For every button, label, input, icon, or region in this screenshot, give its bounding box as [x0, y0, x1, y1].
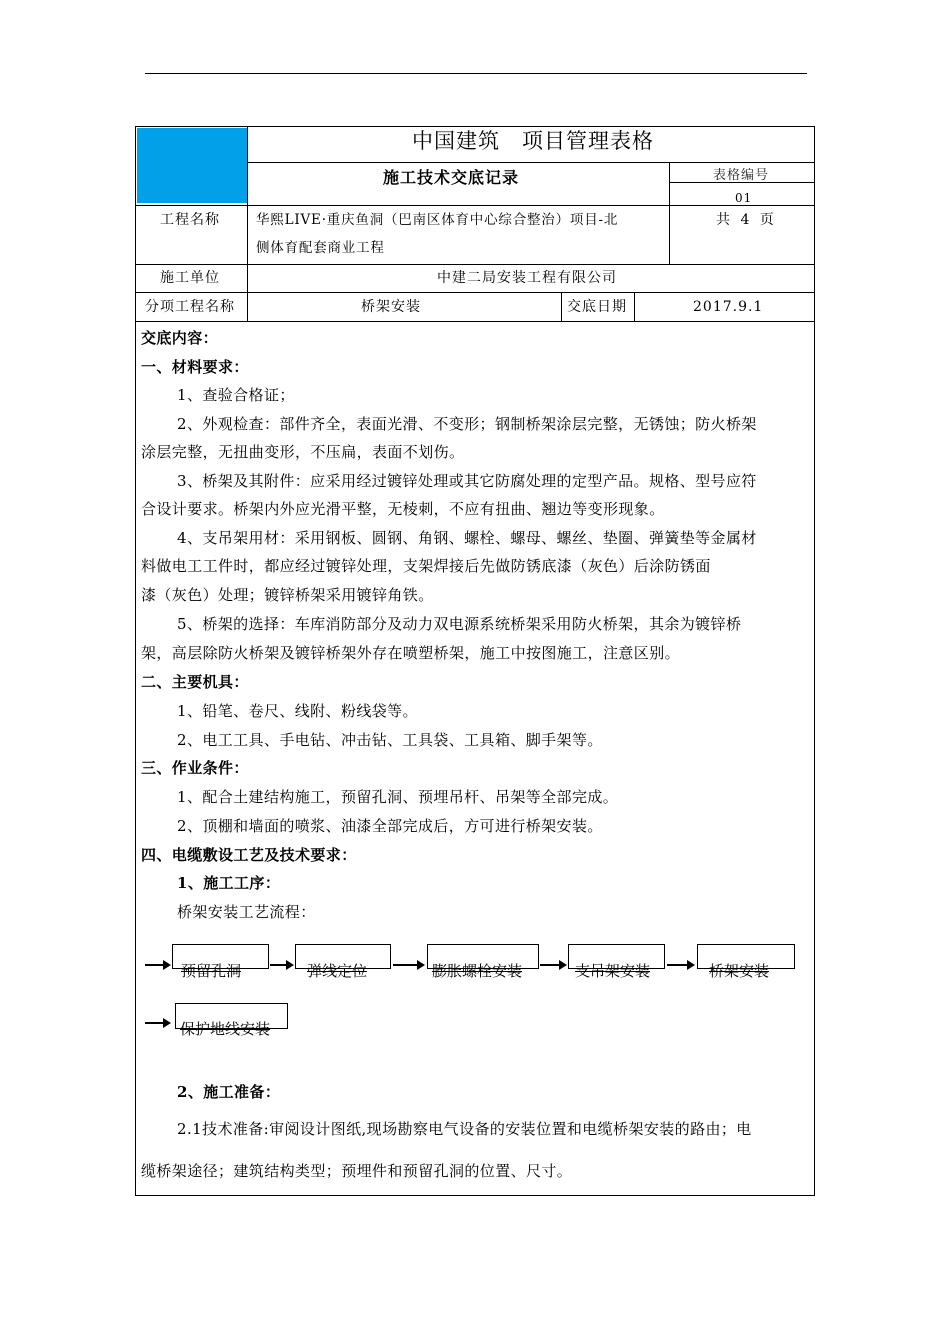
- s1-item-3-line1: 3、桥架及其附件：应采用经过镀锌处理或其它防腐处理的定型产品。规格、型号应符: [177, 472, 757, 490]
- grid-line: [634, 292, 635, 321]
- s2-item-2: 2、电工工具、手电钻、冲击钻、工具袋、工具箱、脚手架等。: [177, 731, 603, 749]
- flow-arrow: [393, 964, 423, 966]
- flow-step-4: 支吊架安装: [575, 962, 651, 980]
- section-2-title: 二、主要机具：: [141, 673, 249, 691]
- project-name-label: 工程名称: [160, 212, 220, 228]
- grid-line: [136, 321, 814, 322]
- s1-item-5-line2: 架，高层除防火桥架及镀锌桥架外存在喷塑桥架，施工中按图施工，注意区别。: [141, 644, 681, 662]
- flow-arrow: [540, 964, 565, 966]
- s1-item-4-line1: 4、支吊架用材：采用钢板、圆钢、角钢、螺栓、螺母、螺丝、垫圈、弹簧垫等金属材: [177, 529, 757, 547]
- grid-line: [561, 292, 562, 321]
- flow-arrow: [667, 964, 693, 966]
- s2-item-1: 1、铅笔、卷尺、线附、粉线袋等。: [177, 702, 418, 720]
- date-label: 交底日期: [567, 299, 627, 315]
- s1-item-4-line2: 料做电工工件时，都应经过镀锌处理，支架焊接后先做防锈底漆（灰色）后涂防锈面: [141, 557, 711, 575]
- project-name-line2: 侧体育配套商业工程: [256, 240, 385, 256]
- flow-step-1: 预留孔洞: [181, 962, 242, 980]
- s1-item-4-line3: 漆（灰色）处理；镀锌桥架采用镀锌角铁。: [141, 586, 434, 604]
- section-1-title: 一、材料要求：: [141, 358, 249, 376]
- subproject-label: 分项工程名称: [145, 299, 235, 315]
- company-logo-block: [137, 128, 247, 203]
- header-rule: [145, 73, 807, 74]
- s3-item-2: 2、顶棚和墙面的喷浆、油漆全部完成后，方可进行桥架安装。: [177, 817, 603, 835]
- section-3-title: 三、作业条件：: [141, 759, 249, 777]
- s4-sub-2: 2、施工准备：: [177, 1083, 281, 1101]
- form-title: 施工技术交底记录: [383, 168, 520, 187]
- s1-item-3-line2: 合设计要求。桥架内外应光滑平整，无棱刺，不应有扭曲、翘边等变形现象。: [141, 500, 665, 518]
- s4-sub-1: 1、施工工序：: [177, 874, 281, 892]
- grid-line: [136, 292, 814, 293]
- section-4-title: 四、电缆敷设工艺及技术要求：: [141, 846, 357, 864]
- grid-line: [136, 205, 814, 206]
- form-number-label: 表格编号: [713, 168, 770, 182]
- flow-arrow: [145, 964, 169, 966]
- grid-line: [669, 182, 814, 183]
- form-number-value: 01: [735, 191, 753, 204]
- grid-line: [247, 162, 814, 163]
- grid-line: [136, 264, 814, 265]
- company-title: 中国建筑 项目管理表格: [412, 129, 654, 153]
- s1-item-2-line1: 2、外观检查：部件齐全，表面光滑、不变形；钢制桥架涂层完整，无锈蚀；防火桥架: [177, 415, 757, 433]
- s1-item-2-line2: 涂层完整，无扭曲变形，不压扁，表面不划伤。: [141, 443, 465, 461]
- contractor-value: 中建二局安装工程有限公司: [437, 270, 617, 286]
- flow-step-2: 弹线定位: [307, 962, 368, 980]
- flow-arrow: [145, 1022, 169, 1024]
- s4-item-2-1-line2: 缆桥架途径；建筑结构类型；预埋件和预留孔洞的位置、尺寸。: [141, 1162, 573, 1180]
- subproject-value: 桥架安装: [361, 299, 421, 315]
- flow-title: 桥架安装工艺流程：: [177, 903, 316, 921]
- flow-step-3: 膨胀螺栓安装: [432, 962, 523, 980]
- flow-step-5: 桥架安装: [709, 962, 770, 980]
- contractor-label: 施工单位: [160, 270, 220, 286]
- date-value: 2017.9.1: [693, 299, 764, 315]
- s1-item-5-line1: 5、桥架的选择：车库消防部分及动力双电源系统桥架采用防火桥架，其余为镀锌桥: [177, 615, 742, 633]
- s3-item-1: 1、配合土建结构施工，预留孔洞、预埋吊杆、吊架等全部完成。: [177, 788, 619, 806]
- page-count: 共 4 页: [716, 212, 775, 228]
- s4-item-2-1-line1: 2.1技术准备:审阅设计图纸,现场勘察电气设备的安装位置和电缆桥架安装的路由；电: [177, 1120, 752, 1138]
- grid-line: [669, 162, 670, 265]
- flow-arrow: [270, 964, 292, 966]
- content-heading: 交底内容：: [141, 329, 219, 347]
- project-name-line1: 华熙LIVE·重庆鱼洞（巴南区体育中心综合整治）项目-北: [256, 212, 619, 228]
- s1-item-1: 1、查验合格证；: [177, 386, 295, 404]
- flow-step-6: 保护地线安装: [180, 1020, 271, 1038]
